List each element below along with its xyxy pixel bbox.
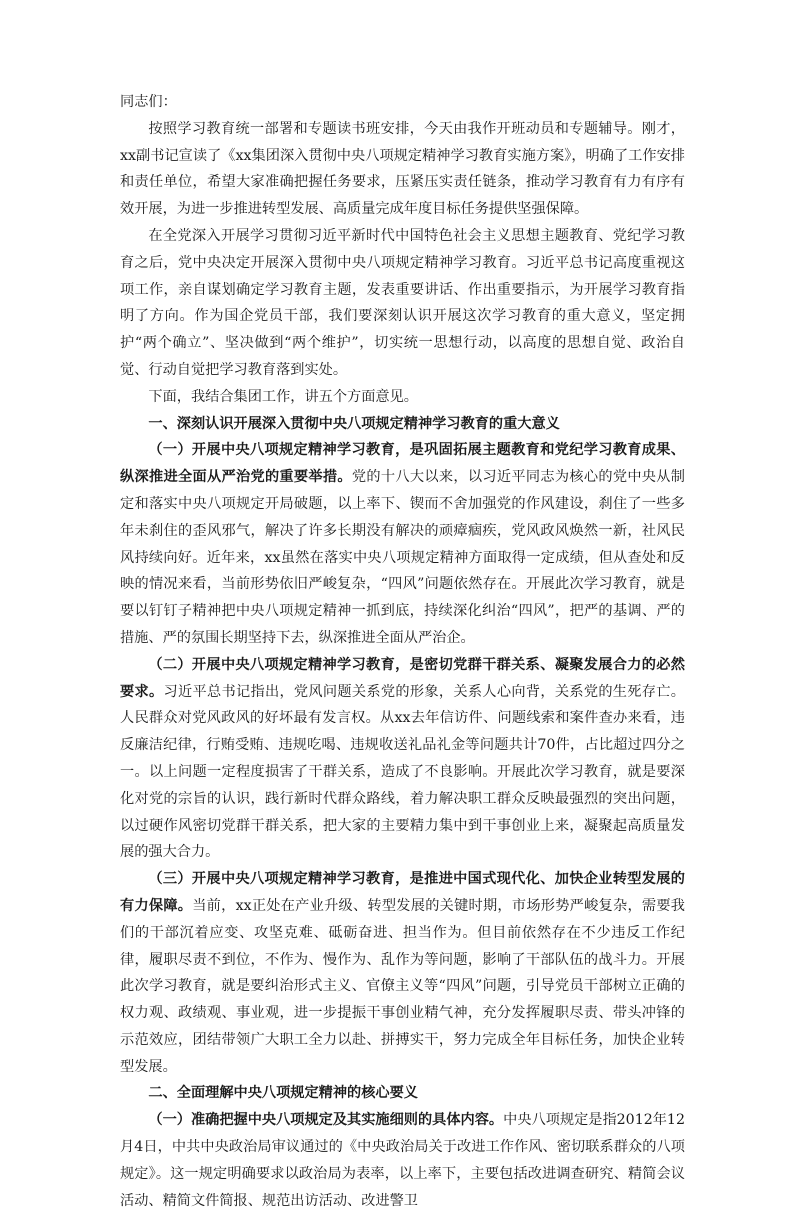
salutation: 同志们： — [120, 94, 177, 110]
section-1-item-2-lead: （二）开展中央八项规定精神学习教育，是密切党群干群关系、凝聚发展合力的必然要求。 — [120, 656, 685, 700]
section-2-item-1-body: 中央八项规定是指2012年12月4日，中共中央政治局审议通过的《中央政治局关于改进工作作风、密切联系群众的八项规定》。这一规定明确要求以政治局为表率，以上率下，主要包括改进调查研究、精简会议活动、精简文件简报、规范出访活动、改进警卫 — [120, 1112, 685, 1209]
section-1-item-3-body: 当前，xx正处在产业升级、转型发展的关键时期，市场形势严峻复杂，需要我们的干部沉着应变、攻坚克难、砥砺奋进、担当作为。但目前依然存在不少违反工作纪律，履职尽责不到位，不作为、慢作为、乱作为等问题，影响了干部队伍的战斗力。开展此次学习教育，就是要纠治形式主义、官僚主义等“四风”问题，引导党员干部树立正确的权力观、政绩观、事业观，进一步提振干事创业精气神，充分发挥履职尽责、带头冲锋的示范效应，团结带领广大职工全力以赴、拼搏实干，努力完成全年目标任务，加快企业转型发展。 — [120, 897, 685, 1075]
section-1-item-1 — [120, 437, 685, 651]
section-1-heading: 一、深刻认识开展深入贯彻中央八项规定精神学习教育的重大意义 — [148, 415, 560, 432]
section-1-item-2-body: 习近平总书记指出，党风问题关系党的形象，关系人心向背，关系党的生死存亡。人民群众对党风政风的好坏最有发言权。从xx去年信访件、问题线索和案件查办来看，违反廉洁纪律，行贿受贿、违规吃喝、违规收送礼品礼金等问题共计70件，占比超过四分之一。以上问题一定程度损害了干群关系，造成了不良影响。开展此次学习教育，就是要深化对党的宗旨的认识，践行新时代群众路线，着力解决职工群众反映最强烈的突出问题，以过硬作风密切党群干群关系，把大家的主要精力集中到干事创业上来，凝聚起高质量发展的强大合力。 — [120, 683, 685, 861]
section-2-heading: 二、全面理解中央八项规定精神的核心要义 — [148, 1085, 418, 1102]
section-1-item-1-lead: （一）开展中央八项规定精神学习教育，是巩固拓展主题教育和党纪学习教育成果、纵深推进全面从严治党的重要举措。 — [120, 442, 685, 486]
intro-paragraph-3: 下面，我结合集团工作，讲五个方面意见。 — [148, 388, 418, 405]
section-1-item-3-lead: （三）开展中央八项规定精神学习教育，是推进中国式现代化、加快企业转型发展的有力保障。 — [120, 871, 685, 914]
section-2-item-1-lead: （一）准确把握中央八项规定及其实施细则的具体内容。 — [148, 1112, 504, 1129]
section-1-item-2 — [120, 652, 685, 866]
section-1-item-1-body: 党的十八大以来，以习近平同志为核心的党中央从制定和落实中央八项规定开局破题，以上率下、锲而不舍加强党的作风建设，刹住了一些多年未刹住的歪风邪气，解决了许多长期没有解决的顽瘴痼疾，党风政风焕然一新，社风民风持续向好。近年来，xx虽然在落实中央八项规定精神方面取得一定成绩，但从查处和反映的情况来看，当前形势依旧严峻复杂，“四风”问题依然存在。开展此次学习教育，就是要以钉钉子精神把中央八项规定精神一抓到底，持续深化纠治“四风”，把严的基调、严的措施、严的氛围长期坚持下去，纵深推进全面从严治企。 — [120, 469, 685, 646]
section-2-item-1 — [120, 1107, 685, 1214]
intro-paragraph-1: 按照学习教育统一部署和专题读书班安排，今天由我作开班动员和专题辅导。刚才，xx副书记宣读了《xx集团深入贯彻中央八项规定精神学习教育实施方案》，明确了工作安排和责任单位，希望大家准确把握任务要求，压紧压实责任链条，推动学习教育有力有序有效开展，为进一步推进转型发展、高质量完成年度目标任务提供坚强保障。 — [120, 120, 685, 218]
document-page — [120, 89, 685, 1214]
intro-paragraph-2: 在全党深入开展学习贯彻习近平新时代中国特色社会主义思想主题教育、党纪学习教育之后，党中央决定开展深入贯彻中央八项规定精神学习教育。习近平总书记高度重视这项工作，亲自谋划确定学习教育主题，发表重要讲话、作出重要指示，为开展学习教育指明了方向。作为国企党员干部，我们要深刻认识开展这次学习教育的重大意义，坚定拥护“两个确立”、坚决做到“两个维护”，切实统一思想行动，以高度的思想自觉、政治自觉、行动自觉把学习教育落到实处。 — [120, 227, 685, 378]
section-1-item-3 — [120, 866, 685, 1080]
